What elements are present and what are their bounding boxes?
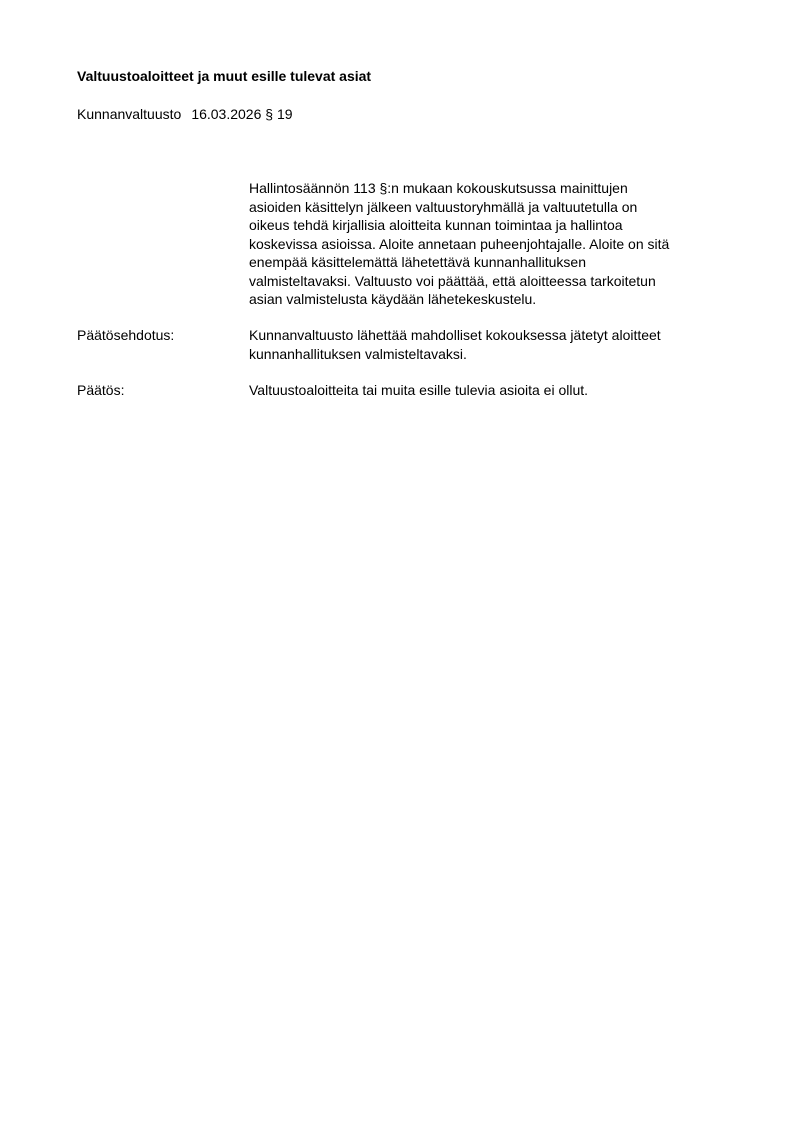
proposal-line: kunnanhallituksen valmisteltavaksi. (249, 345, 467, 362)
proposal-label: Päätösehdotus: (77, 327, 175, 343)
decision-line: Valtuustoaloitteita tai muita esille tulevia asioita ei ollut. (249, 382, 589, 398)
intro-line: enempää käsittelemättä lähetettävä kunnanhallituksen (249, 254, 586, 270)
proposal-text (249, 326, 739, 363)
intro-line: koskevissa asioissa. Aloite annetaan puheenjohtajalle. Aloite on sitä (249, 235, 670, 252)
meeting-date-section: 16.03.2026 § 19 (191, 106, 293, 122)
meeting-reference (77, 106, 293, 122)
intro-line: Hallintosäännön 113 §:n mukaan kokouskutsussa mainittujen (249, 180, 628, 196)
document-title: Valtuustoaloitteet ja muut esille tulevat asiat (77, 68, 372, 84)
decision-label: Päätös: (77, 382, 125, 398)
intro-line: asioiden käsittelyn jälkeen valtuustoryhmällä ja valtuutetulla on (249, 198, 638, 215)
intro-paragraph (249, 179, 739, 309)
meeting-body: Kunnanvaltuusto (77, 106, 182, 122)
proposal-line: Kunnanvaltuusto lähettää mahdolliset kokouksessa jätetyt aloitteet (249, 327, 661, 343)
intro-line: valmisteltavaksi. Valtuusto voi päättää, että aloitteessa tarkoitetun (249, 272, 656, 289)
intro-line: oikeus tehdä kirjallisia aloitteita kunnan toimintaa ja hallintoa (249, 217, 623, 233)
decision-text (249, 381, 739, 400)
intro-line: asian valmistelusta käydään lähetekeskustelu. (249, 291, 537, 307)
